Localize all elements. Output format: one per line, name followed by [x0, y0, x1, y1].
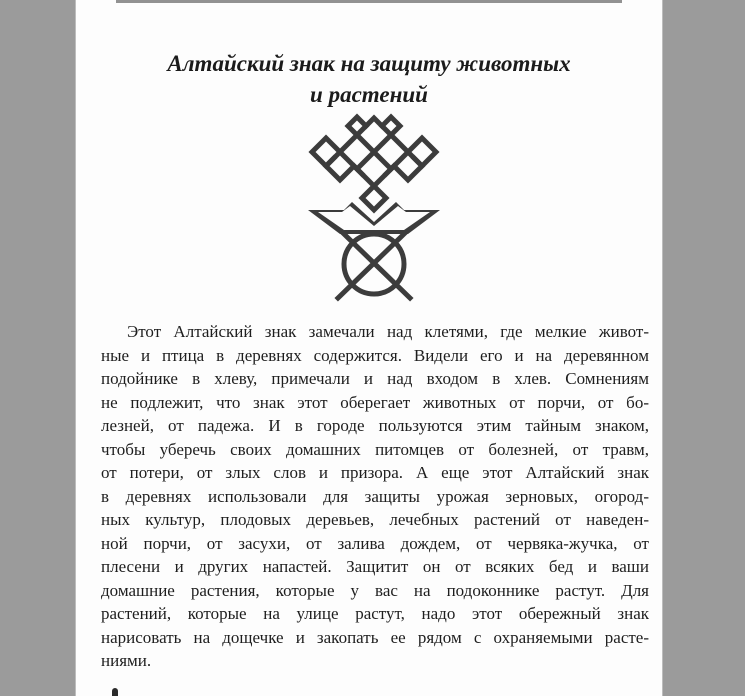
body-line: ниями.: [101, 651, 152, 670]
page-title-line-2: и растений: [310, 82, 428, 108]
body-line: чтобы уберечь своих домашних питомцев от болезней, от травм,: [101, 439, 649, 459]
body-line: растений, которые на улице растут, надо этот обережный знак: [101, 604, 649, 623]
altai-protective-sign-icon: [304, 112, 444, 312]
next-section-mark: [112, 688, 118, 696]
body-line: нарисовать на дощечке и закопать ее рядом с охраняемыми расте-: [101, 627, 649, 647]
page-title-line-1: Алтайский знак на защиту животных: [167, 51, 571, 77]
body-line: от потери, от злых слов и призора. А еще этот Алтайский знак: [101, 463, 649, 482]
body-line: домашние растения, которые у вас на подоконнике растут. Для: [101, 580, 649, 600]
body-line: подойнике в хлеву, примечали и над входом в хлев. Сомнениям: [101, 369, 649, 388]
page-title: [76, 48, 662, 110]
body-paragraph: [101, 320, 649, 673]
body-line: не подлежит, что знак этот оберегает животных от порчи, от бо-: [101, 392, 649, 412]
body-line: лезней, от падежа. И в городе пользуются этим тайным знаком,: [101, 416, 649, 435]
body-line: ной порчи, от засухи, от залива дождем, от червяка-жучка, от: [101, 533, 649, 553]
body-line: в деревнях использовали для защиты урожая зерновых, огород-: [101, 486, 649, 506]
body-line: ных культур, плодовых деревьев, лечебных растений от наведен-: [101, 510, 649, 529]
body-line: плесени и других напастей. Защитит он от всяких бед и ваши: [101, 557, 649, 576]
body-line: ные и птица в деревнях содержится. Видели его и на деревянном: [101, 345, 649, 365]
body-line: Этот Алтайский знак замечали над клетями, где мелкие живот-: [127, 322, 649, 341]
book-page: [75, 0, 663, 696]
running-header-rule: [116, 0, 622, 3]
